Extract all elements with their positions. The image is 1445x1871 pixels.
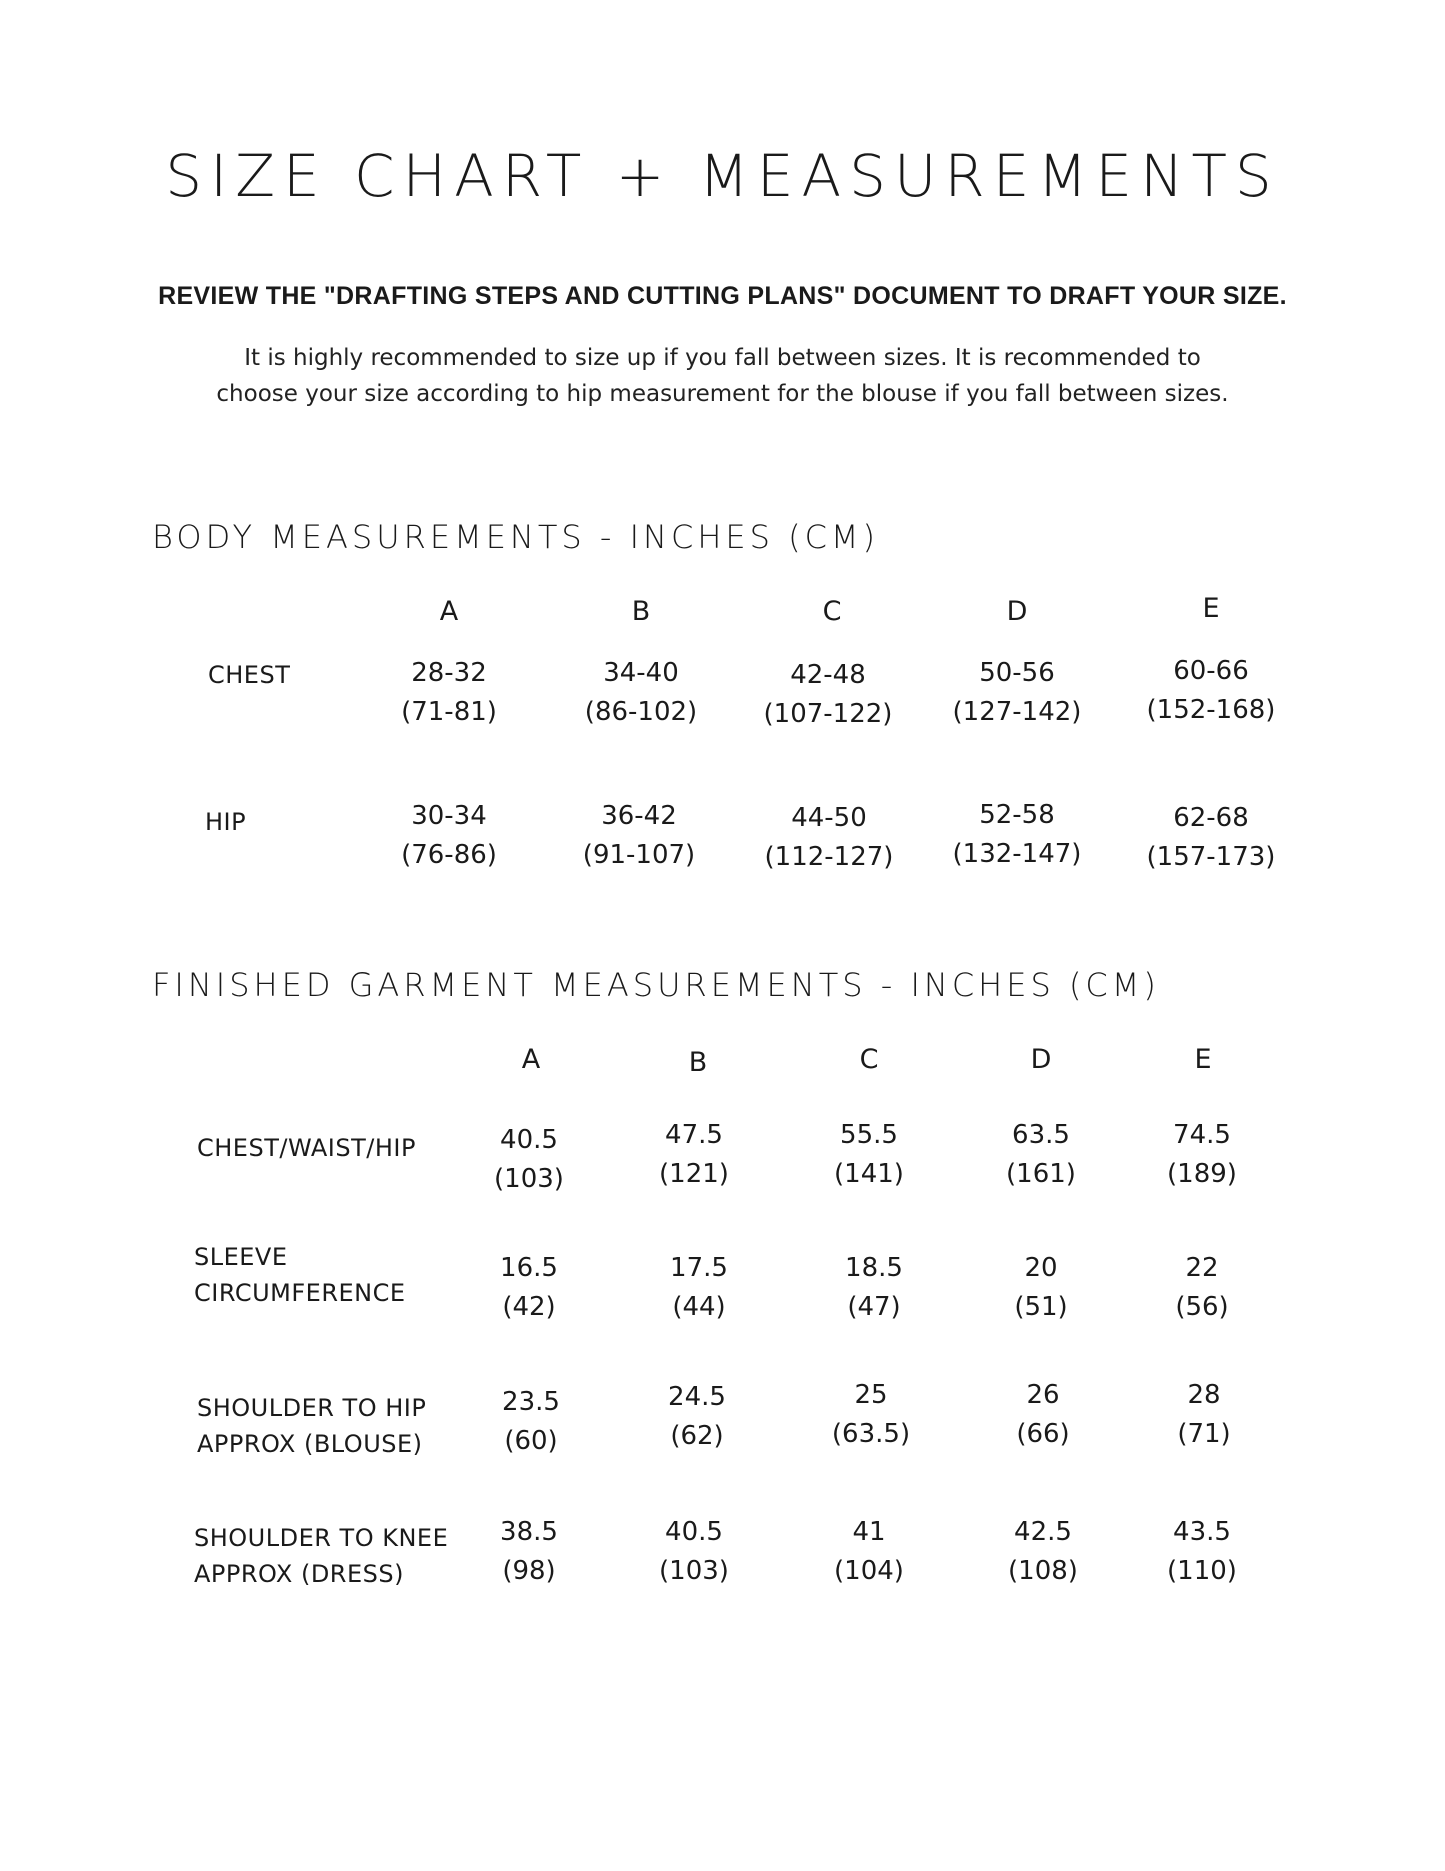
- garment-cell-shoulder-knee-b: 40.5 (103): [659, 1517, 729, 1586]
- body-row-label-hip: HIP: [205, 808, 247, 836]
- garment-cell-shoulder-knee-e: 43.5 (110): [1167, 1517, 1237, 1586]
- garment-col-head-a: A: [521, 1044, 541, 1075]
- garment-cell-shoulder-knee-a: 38.5 (98): [500, 1517, 558, 1586]
- body-cell-hip-e: 62-68 (157-173): [1146, 803, 1276, 872]
- body-cell-chest-c: 42-48 (107-122): [763, 660, 893, 729]
- body-cell-chest-d: 50-56 (127-142): [952, 658, 1082, 727]
- garment-cell-shoulder-knee-c: 41 (104): [834, 1517, 904, 1586]
- sizing-note-line-1: It is highly recommended to size up if you fall between sizes. It is recommended to: [244, 345, 1201, 371]
- sizing-note: [0, 340, 1445, 412]
- garment-cell-shoulder-hip-e: 28 (71): [1177, 1380, 1231, 1449]
- garment-cell-sleeve-c: 18.5 (47): [845, 1253, 903, 1322]
- page-title: SIZE CHART + MEASUREMENTS: [165, 142, 1280, 210]
- garment-col-head-b: B: [688, 1047, 708, 1078]
- body-col-head-c: C: [822, 596, 842, 627]
- garment-col-head-e: E: [1194, 1044, 1212, 1075]
- body-cell-chest-a: 28-32 (71-81): [401, 658, 497, 727]
- garment-cell-chest-c: 55.5 (141): [834, 1120, 904, 1189]
- garment-cell-sleeve-a: 16.5 (42): [500, 1253, 558, 1322]
- body-col-head-d: D: [1006, 596, 1028, 627]
- garment-cell-shoulder-hip-b: 24.5 (62): [668, 1382, 726, 1451]
- garment-cell-sleeve-d: 20 (51): [1014, 1253, 1068, 1322]
- garment-measurements-title: FINISHED GARMENT MEASUREMENTS - INCHES (CM): [152, 966, 1160, 1004]
- sizing-note-line-2: choose your size according to hip measurement for the blouse if you fall between sizes.: [216, 381, 1229, 407]
- body-cell-hip-c: 44-50 (112-127): [764, 803, 894, 872]
- body-cell-hip-b: 36-42 (91-107): [582, 801, 696, 870]
- garment-col-head-d: D: [1030, 1044, 1052, 1075]
- garment-row-label-chest-waist-hip: CHEST/WAIST/HIP: [197, 1134, 416, 1162]
- garment-cell-chest-d: 63.5 (161): [1006, 1120, 1076, 1189]
- body-cell-chest-b: 34-40 (86-102): [584, 658, 698, 727]
- body-cell-chest-e: 60-66 (152-168): [1146, 656, 1276, 725]
- garment-row-label-shoulder-hip: SHOULDER TO HIP APPROX (BLOUSE): [197, 1394, 427, 1458]
- garment-cell-sleeve-b: 17.5 (44): [670, 1253, 728, 1322]
- body-col-head-e: E: [1202, 593, 1220, 624]
- garment-row-label-shoulder-knee: SHOULDER TO KNEE APPROX (DRESS): [194, 1524, 449, 1588]
- garment-cell-sleeve-e: 22 (56): [1175, 1253, 1229, 1322]
- body-cell-hip-a: 30-34 (76-86): [401, 801, 497, 870]
- garment-cell-shoulder-hip-d: 26 (66): [1016, 1380, 1070, 1449]
- body-row-label-chest: CHEST: [208, 661, 291, 689]
- garment-cell-chest-b: 47.5 (121): [659, 1120, 729, 1189]
- body-cell-hip-d: 52-58 (132-147): [952, 800, 1082, 869]
- garment-cell-shoulder-hip-c: 25 (63.5): [831, 1380, 911, 1449]
- body-measurements-title: BODY MEASUREMENTS - INCHES (CM): [152, 518, 880, 556]
- garment-col-head-c: C: [859, 1044, 879, 1075]
- body-col-head-b: B: [631, 596, 651, 627]
- garment-cell-shoulder-knee-d: 42.5 (108): [1008, 1517, 1078, 1586]
- garment-cell-chest-e: 74.5 (189): [1167, 1120, 1237, 1189]
- drafting-instruction: REVIEW THE "DRAFTING STEPS AND CUTTING PLANS" DOCUMENT TO DRAFT YOUR SIZE.: [158, 282, 1287, 310]
- body-col-head-a: A: [439, 596, 459, 627]
- garment-cell-chest-a: 40.5 (103): [494, 1125, 564, 1194]
- garment-cell-shoulder-hip-a: 23.5 (60): [502, 1387, 560, 1456]
- garment-row-label-sleeve: SLEEVE CIRCUMFERENCE: [194, 1243, 406, 1307]
